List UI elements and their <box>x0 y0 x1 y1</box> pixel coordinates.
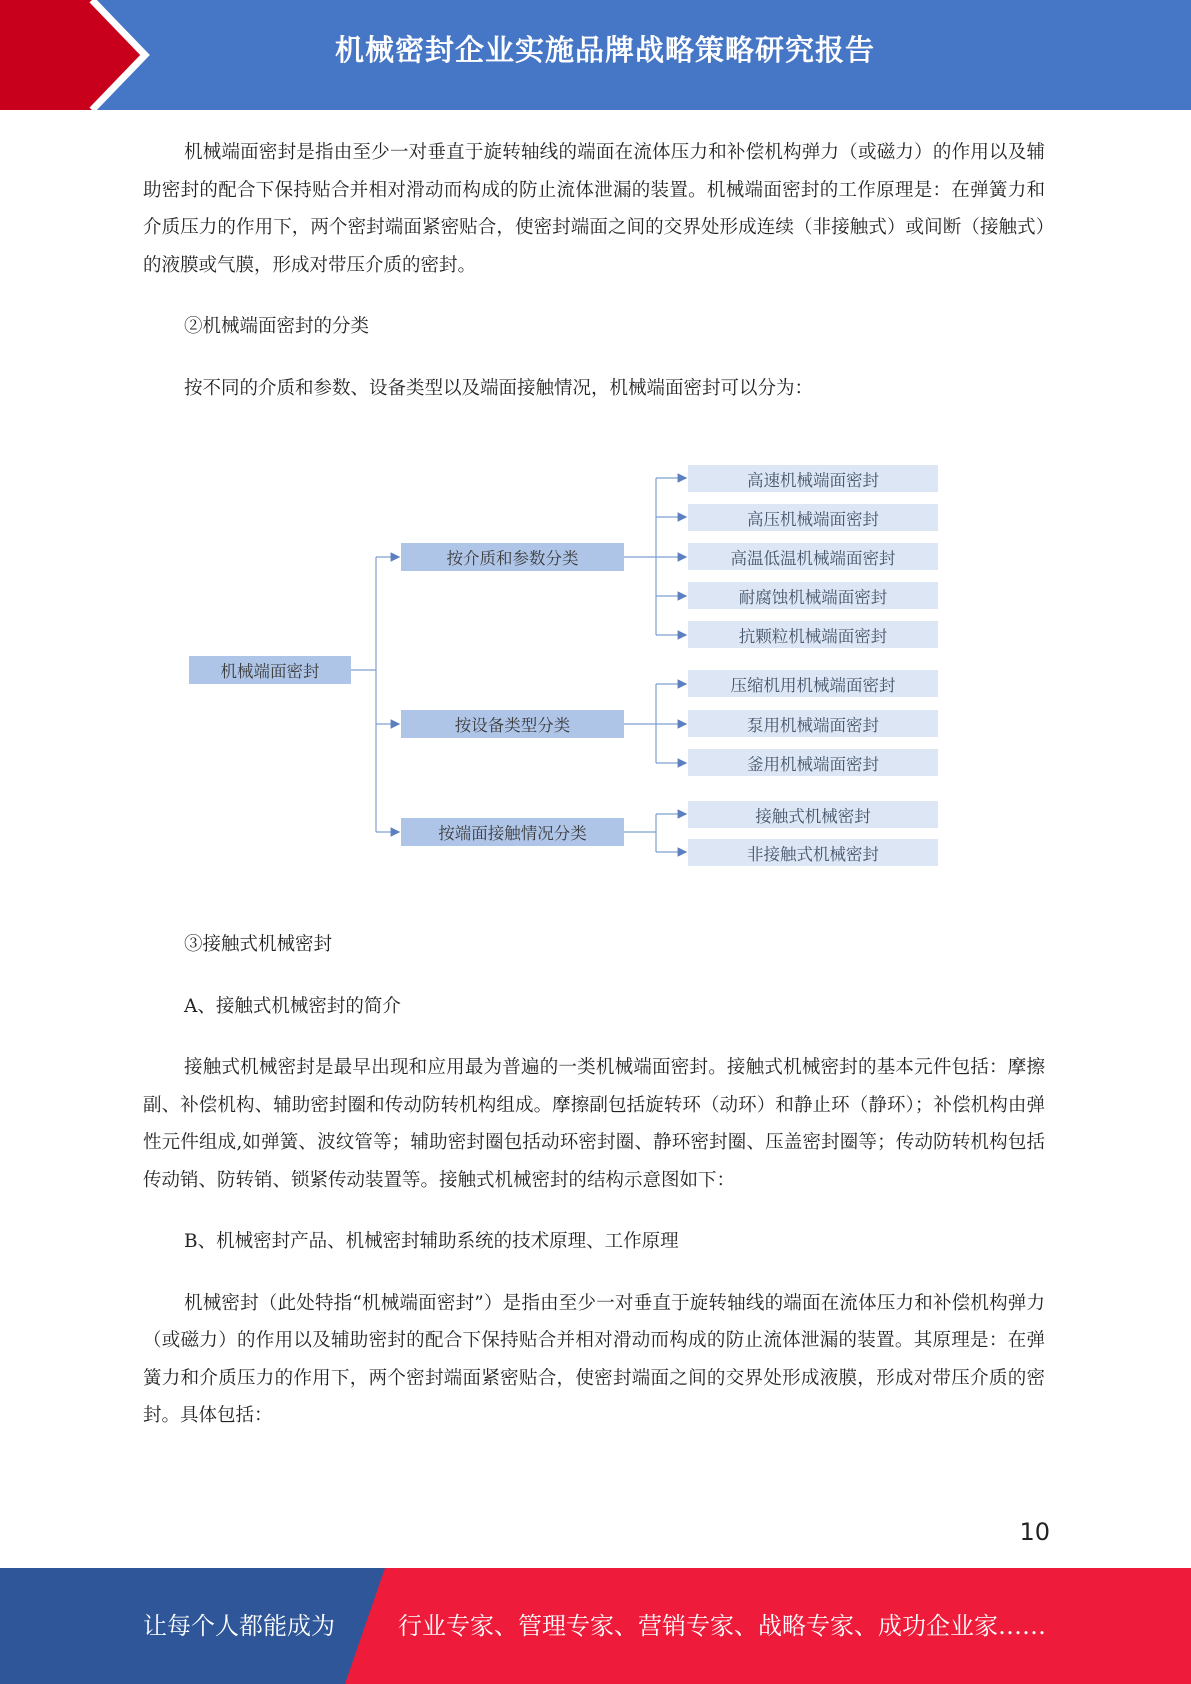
diagram-leaf-node: 接触式机械密封 <box>688 801 938 828</box>
footer-slogan-right: 行业专家、管理专家、营销专家、战略专家、成功企业家…… <box>398 1612 1046 1640</box>
page-header <box>0 0 1191 110</box>
paragraph-seal-principle: 机械密封（此处特指“机械端面密封”）是指由至少一对垂直于旋转轴线的端面在流体压力和补偿机构弹力（或磁力）的作用以及辅助密封的配合下保持贴合并相对滑动而构成的防止流体泄漏的装置。其原理是：在弹簧力和介质压力的作用下，两个密封端面紧密贴合，使密封端面之间的交界处形成液膜，形成对带压介质的密封。具体包括： <box>143 1292 1045 1426</box>
diagram-leaf-node: 泵用机械端面密封 <box>688 710 938 737</box>
diagram-category-node: 按介质和参数分类 <box>401 543 624 571</box>
subsection-heading-a: A、接触式机械密封的简介 <box>184 995 401 1017</box>
paragraph-classification-intro: 按不同的介质和参数、设备类型以及端面接触情况，机械端面密封可以分为： <box>184 377 814 399</box>
report-title: 机械密封企业实施品牌战略策略研究报告 <box>334 33 875 67</box>
diagram-root-node: 机械端面密封 <box>189 656 351 684</box>
diagram-leaf-node: 高压机械端面密封 <box>688 504 938 531</box>
paragraph-contact-seal-intro: 接触式机械密封是最早出现和应用最为普遍的一类机械端面密封。接触式机械密封的基本元件包括：摩擦副、补偿机构、辅助密封圈和传动防转机构组成。摩擦副包括旋转环（动环）和静止环（静环）；补偿机构由弹性元件组成,如弹簧、波纹管等；辅助密封圈包括动环密封圈、静环密封圈、压盖密封圈等；传动防转机构包括传动销、防转销、锁紧传动装置等。接触式机械密封的结构示意图如下： <box>143 1057 1045 1191</box>
page-number: 10 <box>1019 1518 1050 1546</box>
section-heading-contact-seal: ③接触式机械密封 <box>184 934 333 955</box>
section-heading-classification: ②机械端面密封的分类 <box>184 316 370 337</box>
page-content-lower <box>143 926 1045 1435</box>
subsection-heading-b: B、机械密封产品、机械密封辅助系统的技术原理、工作原理 <box>184 1231 679 1252</box>
page-content <box>143 134 1045 407</box>
diagram-category-node: 按端面接触情况分类 <box>401 818 624 846</box>
paragraph-definition: 机械端面密封是指由至少一对垂直于旋转轴线的端面在流体压力和补偿机构弹力（或磁力）的作用以及辅助密封的配合下保持贴合并相对滑动而构成的防止流体泄漏的装置。机械端面密封的工作原理是：在弹簧力和介质压力的作用下，两个密封端面紧密贴合，使密封端面之间的交界处形成连续（非接触式）或间断（接触式）的液膜或气膜，形成对带压介质的密封。 <box>143 142 1045 276</box>
diagram-leaf-node: 耐腐蚀机械端面密封 <box>688 582 938 609</box>
diagram-leaf-node: 高温低温机械端面密封 <box>688 543 938 570</box>
diagram-leaf-node: 高速机械端面密封 <box>688 465 938 492</box>
diagram-leaf-node: 釜用机械端面密封 <box>688 749 938 776</box>
diagram-category-node: 按设备类型分类 <box>401 710 624 738</box>
page-footer <box>0 1568 1191 1684</box>
diagram-leaf-node: 抗颗粒机械端面密封 <box>688 621 938 648</box>
diagram-leaf-node: 非接触式机械密封 <box>688 839 938 866</box>
diagram-leaf-node: 压缩机用机械端面密封 <box>688 670 938 697</box>
footer-slogan-left: 让每个人都能成为 <box>143 1612 335 1640</box>
